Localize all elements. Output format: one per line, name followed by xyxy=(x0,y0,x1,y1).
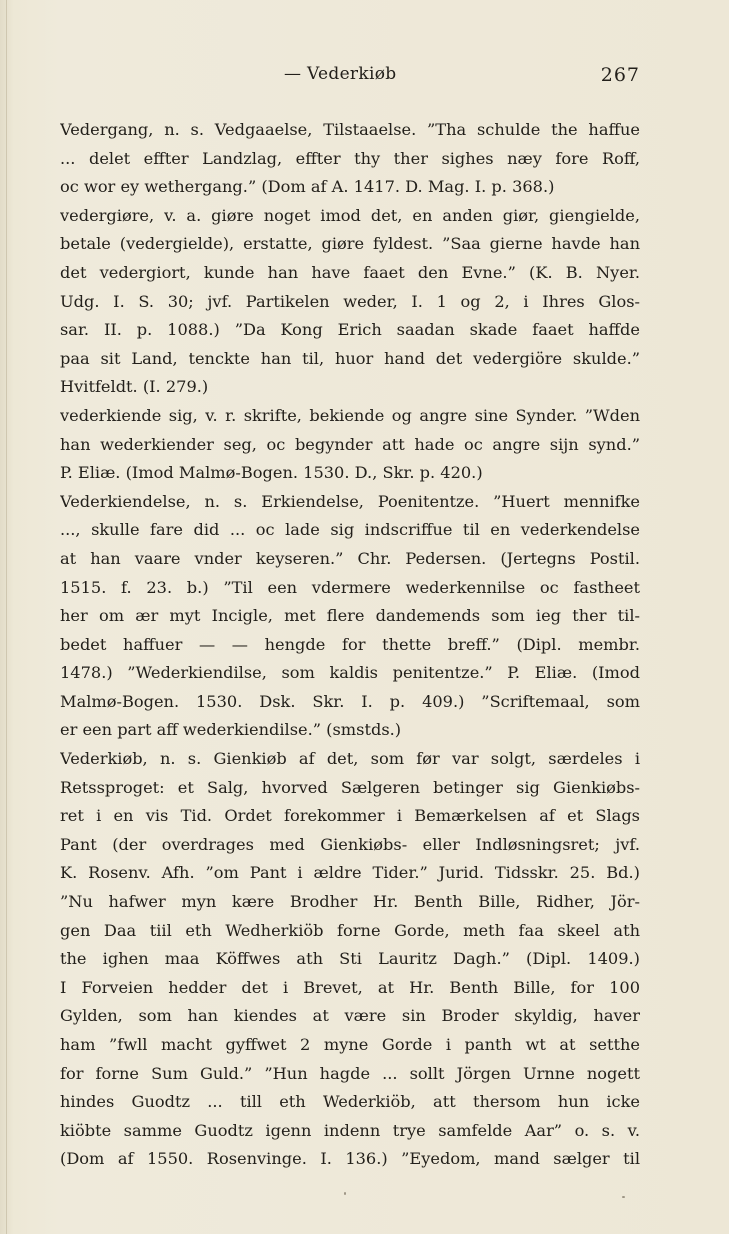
text-line: the ighen maa Köffwes ath Sti Lauritz Dagh.” (Dipl. 1409.) xyxy=(60,949,640,969)
text-line: hindes Guodtz ... till eth Wederkiöb, att thersom hun icke xyxy=(60,1092,640,1112)
text-line: Malmø-Bogen. 1530. Dsk. Skr. I. p. 409.) ”Scriftemaal, som xyxy=(60,691,640,711)
text-line: 1515. f. 23. b.) ”Til een vdermere wederkennilse oc fastheet xyxy=(60,577,640,597)
text-line: sar. II. p. 1088.) ”Da Kong Erich saadan skade faaet haffde xyxy=(60,320,640,340)
text-line: ham ”fwll macht gyffwet 2 myne Gorde i panth wt at setthe xyxy=(60,1035,640,1054)
text-line: Vederkiøb, n. s. Gienkiøb af det, som før var solgt, særdeles i xyxy=(60,749,640,769)
text-line: at han vaare vnder keyseren.” Chr. Pedersen. (Jertegns Postil. xyxy=(60,548,640,568)
text-line: paa sit Land, tenckte han til, huor hand det vedergiöre skulde.” xyxy=(60,348,640,368)
text-line: Udg. I. S. 30; jvf. Partikelen weder, I. 1 og 2, i Ihres Glos- xyxy=(60,291,640,311)
page-header xyxy=(60,64,640,90)
text-line: Gylden, som han kiendes at være sin Broder skyldig, haver xyxy=(60,1006,640,1026)
text-line: vederkiende sig, v. r. skrifte, bekiende og angre sine Synder. ”Wden xyxy=(60,405,640,425)
text-line: Vedergang, n. s. Vedgaaelse, Tilstaaelse. ”Tha schulde the haffue xyxy=(60,120,640,139)
text-line: oc wor ey wethergang.” (Dom af A. 1417. D. Mag. I. p. 368.) xyxy=(60,177,555,197)
text-line: 1478.) ”Wederkiendilse, som kaldis penitentze.” P. Eliæ. (Imod xyxy=(60,663,640,683)
text-line: Pant (der overdrages med Gienkiøbs- eller Indløsningsret; jvf. xyxy=(60,834,640,854)
running-head: — Vederkiøb xyxy=(284,64,397,84)
paper-speck xyxy=(622,1196,625,1198)
text-line: Vederkiendelse, n. s. Erkiendelse, Poenitentze. ”Huert mennifke xyxy=(60,491,640,511)
paper-speck xyxy=(344,1192,346,1195)
dictionary-text xyxy=(60,116,640,1174)
text-line: Retssproget: et Salg, hvorved Sælgeren betinger sig Gienkiøbs- xyxy=(60,777,640,797)
text-line: bedet haffuer — — hengde for thette breff.” (Dipl. membr. xyxy=(60,634,640,654)
text-line: (Dom af 1550. Rosenvinge. I. 136.) ”Eyedom, mand sælger til xyxy=(60,1149,640,1169)
text-line: han wederkiender seg, oc begynder att hade oc angre sijn synd.” xyxy=(60,434,640,454)
page-edge xyxy=(6,0,7,1234)
text-line: I Forveien hedder det i Brevet, at Hr. Benth Bille, for 100 xyxy=(60,977,640,997)
text-line: P. Eliæ. (Imod Malmø-Bogen. 1530. D., Skr. p. 420.) xyxy=(60,463,483,483)
text-line: betale (vedergielde), erstatte, giøre fyldest. ”Saa gierne havde han xyxy=(60,234,640,254)
text-line: ret i en vis Tid. Ordet forekommer i Bemærkelsen af et Slags xyxy=(60,806,640,826)
text-line: kiöbte samme Guodtz igenn indenn trye samfelde Aar” o. s. v. xyxy=(60,1120,640,1140)
text-line: for forne Sum Guld.” ”Hun hagde ... sollt Jörgen Urnne nogett xyxy=(60,1063,640,1083)
text-line: det vedergiort, kunde han have faaet den Evne.” (K. B. Nyer. xyxy=(60,262,640,282)
page-number: 267 xyxy=(600,64,640,86)
text-line: K. Rosenv. Afh. ”om Pant i ældre Tider.” Jurid. Tidsskr. 25. Bd.) xyxy=(60,863,640,883)
text-line: her om ær myt Incigle, met flere dandemends som ieg ther til- xyxy=(60,606,640,626)
text-line: Hvitfeldt. (I. 279.) xyxy=(60,377,209,397)
text-line: ... delet effter Landzlag, effter thy ther sighes næy fore Roff, xyxy=(60,148,640,168)
text-line: gen Daa tiil eth Wedherkiöb forne Gorde, meth faa skeel ath xyxy=(60,920,640,940)
text-line: ”Nu hafwer myn kære Brodher Hr. Benth Bille, Ridher, Jör- xyxy=(60,892,640,912)
text-line: vedergiøre, v. a. giøre noget imod det, en anden giør, giengielde, xyxy=(60,205,640,225)
text-line: er een part aff wederkiendilse.” (smstds.) xyxy=(60,720,402,740)
text-line: ..., skulle fare did ... oc lade sig indscriffue til en vederkendelse xyxy=(60,520,640,540)
